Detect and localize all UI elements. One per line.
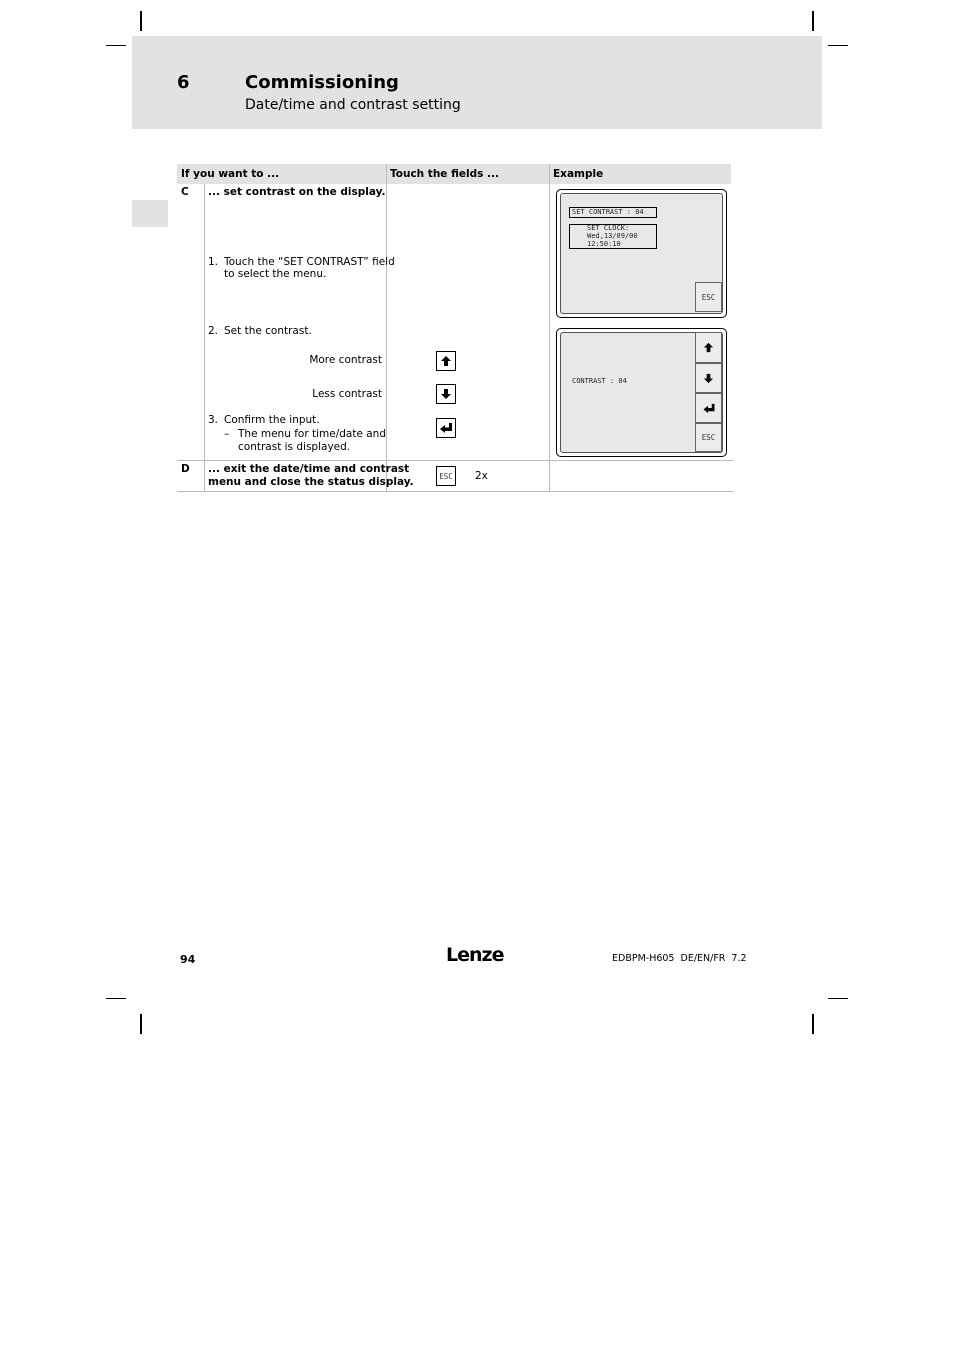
set-clock-date: Wed,13/09/00 [587,232,638,240]
crop-mark [828,998,848,999]
display-esc-button[interactable] [695,423,722,452]
column-header-touch: Touch the fields ... [386,164,549,184]
task-set-contrast: ... set contrast on the display. [208,186,386,198]
enter-icon [439,422,453,434]
crop-mark [828,45,848,46]
less-contrast-label: Less contrast [312,388,382,400]
page-number: 94 [180,953,196,966]
esc-label: ESC [701,433,716,442]
step2-text: Set the contrast. [224,325,312,337]
arrow-down-icon [703,373,714,384]
esc-label: ESC [701,292,716,302]
step-number: 3. [208,414,219,426]
chapter-side-tab [132,200,168,227]
set-clock-text: SET CLOCK: [587,224,630,232]
crop-mark [106,998,126,999]
chapter-subtitle: Date/time and contrast setting [245,97,461,113]
task-exit-menu: ... exit the date/time and contrast [208,463,410,475]
crop-mark [140,1014,142,1034]
enter-key[interactable] [436,418,456,438]
enter-icon [702,403,716,414]
chapter-title: Commissioning [245,72,399,93]
display-esc-button[interactable] [695,282,722,312]
chapter-number: 6 [177,72,190,93]
table-divider [549,164,550,492]
row-divider [177,491,733,492]
row-letter-c: C [181,186,189,198]
display-up-button[interactable] [695,332,722,363]
set-contrast-text: SET CONTRAST : 04 [572,208,644,216]
crop-mark [106,45,126,46]
crop-mark [140,11,142,31]
arrow-up-icon [703,342,714,353]
step-number: 2. [208,325,219,337]
set-clock-time: 12:50:10 [587,240,621,248]
esc-label: ESC [439,471,453,481]
column-header-example: Example [549,164,731,184]
step1-text: to select the menu. [224,268,327,280]
esc-key[interactable] [436,466,456,486]
arrow-down-icon [440,388,452,400]
table-divider [386,164,387,492]
task-exit-menu: menu and close the status display. [208,476,414,488]
contrast-readout: CONTRAST : 04 [572,377,627,385]
dash-bullet: – [224,428,230,440]
step3-text: Confirm the input. [224,414,320,426]
step-number: 1. [208,256,219,268]
step1-text: Touch the “SET CONTRAST” field [224,256,395,268]
row-letter-d: D [181,463,190,475]
arrow-up-key[interactable] [436,351,456,371]
more-contrast-label: More contrast [309,354,382,366]
document-code: EDBPM-H605 DE/EN/FR 7.2 [612,953,747,964]
column-header-task: If you want to ... [177,164,386,184]
brand-logo: Lenze [446,944,504,966]
arrow-up-icon [440,355,452,367]
row-divider [177,460,733,461]
header-band [132,36,822,129]
crop-mark [812,1014,814,1034]
step3-subtext: The menu for time/date and [238,428,387,440]
step3-subtext: contrast is displayed. [238,441,351,453]
crop-mark [812,11,814,31]
table-divider [204,184,205,492]
display-enter-button[interactable] [695,393,722,423]
display-down-button[interactable] [695,363,722,393]
press-count: 2x [475,470,488,482]
arrow-down-key[interactable] [436,384,456,404]
